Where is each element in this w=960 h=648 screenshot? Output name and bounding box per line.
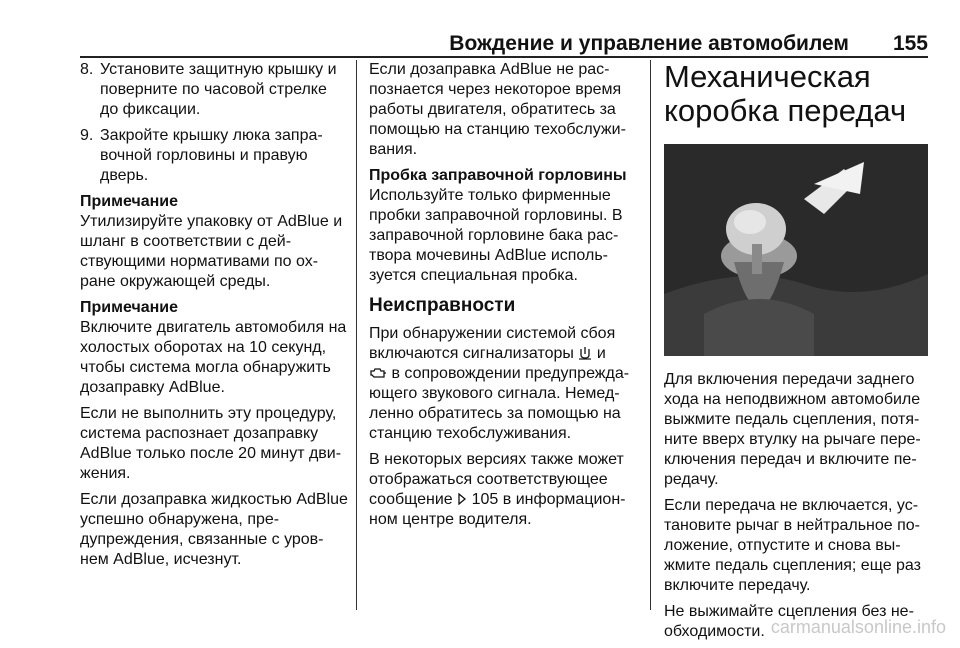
step-8 — [80, 60, 348, 120]
engine-check-icon — [369, 366, 391, 382]
cross-reference-arrow-icon — [457, 492, 471, 508]
paragraph: В некоторых версиях также может отображаться соответствующее сообщение 105 в информацион-ном центре водителя. — [369, 451, 626, 528]
step-text: Закройте крышку люка запра-вочной горловины и правую дверь. — [100, 127, 323, 184]
paragraph: Если дозаправка AdBlue не рас-познается через некоторое время работы двигателя, обратитесь за помощью на станцию техобслужи-вания. — [369, 61, 626, 158]
column-2 — [369, 60, 635, 536]
subheading-filler-cap: Пробка заправочной горловины — [369, 167, 627, 184]
column-divider-1 — [356, 60, 357, 610]
page-header — [80, 22, 928, 56]
header-divider — [80, 56, 928, 58]
column-1 — [80, 60, 348, 576]
column-divider-2 — [650, 60, 651, 610]
step-text: Установите защитную крышку и поверните по часовой стрелке до фиксации. — [100, 61, 337, 118]
column-3 — [664, 60, 928, 648]
note-label: Примечание — [80, 299, 179, 316]
note-label: Примечание — [80, 193, 179, 210]
paragraph: Если не выполнить эту процедуру, система распознает дозаправку AdBlue только после 20 минут дви-жения. — [80, 405, 342, 482]
paragraph: Для включения передачи заднего хода на неподвижном автомобиле выжмите педаль сцепления, потя-ните вверх втулку на рычаге пере-ключения передач и включите пе-редачу. — [664, 371, 921, 488]
paragraph: Используйте только фирменные пробки заправочной горловины. В заправочной горловине бака рас-твора мочевины AdBlue исполь-зуется специальная пробка. — [369, 187, 623, 284]
watermark: carmanualsonline.info — [770, 617, 946, 637]
step-number: 9. — [80, 127, 94, 144]
chapter-title: Вождение и управление автомобилем — [449, 32, 849, 55]
paragraph: Не выжимайте сцепления без не-обходимости. — [664, 603, 914, 640]
step-number: 8. — [80, 61, 94, 78]
section-title-manual-gearbox: Механическая коробка передач — [664, 59, 907, 128]
paragraph-faults: При обнаружении системой сбоя включаются сигнализаторы и в сопровождении предупрежда-ющего звукового сигнала. Немед-ленно обратитесь за помощью на станцию техобслуживания. — [369, 325, 630, 442]
note-text: Утилизируйте упаковку от AdBlue и шланг в соответствии с дей-ствующими нормативами по ох-ране окружающей среды. — [80, 213, 343, 290]
gear-lever-illustration — [664, 144, 928, 356]
step-9 — [80, 126, 348, 186]
adblue-warning-icon — [578, 346, 596, 362]
section-heading-faults: Неисправности — [369, 295, 516, 316]
note-text: Включите двигатель автомобиля на холостых оборотах на 10 секунд, чтобы система могла обнаружить дозаправку AdBlue. — [80, 319, 347, 396]
paragraph: Если передача не включается, ус-тановите рычаг в нейтральное по-ложение, отпустите и снова вы-жмите педаль сцепления; еще раз включите передачу. — [664, 497, 921, 594]
page-number: 155 — [892, 32, 928, 55]
paragraph: Если дозаправка жидкостью AdBlue успешно обнаружена, пре-дупреждения, связанные с уров-нем AdBlue, исчезнут. — [80, 491, 348, 568]
